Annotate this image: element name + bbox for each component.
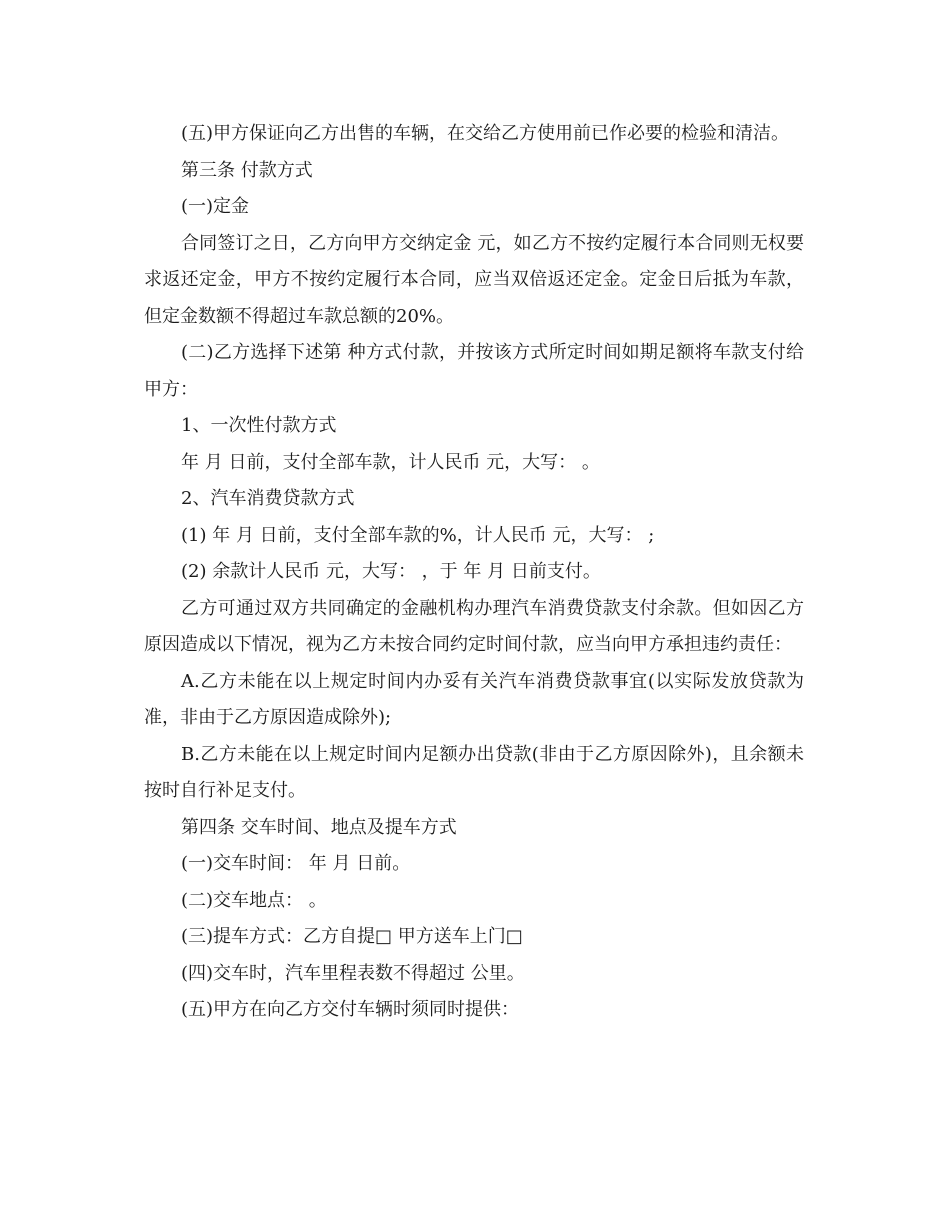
lump-sum-text: 年 月 日前，支付全部车款，计人民币 元，大写： 。 bbox=[181, 451, 600, 473]
clause-5-inspection: (五)甲方保证向乙方出售的车辆，在交给乙方使用前已作必要的检验和清洁。 bbox=[181, 123, 790, 144]
default-case-a: A.乙方未能在以上规定时间内办妥有关汽车消费贷款事宜(以实际发放贷款为准，非由于乙方原因造成除外); bbox=[144, 670, 804, 728]
default-case-b: B.乙方未能在以上规定时间内足额办出贷款(非由于乙方原因除外)，且余额未按时自行补足支付。 bbox=[144, 743, 804, 801]
deposit-heading: (一)定金 bbox=[181, 196, 250, 217]
odometer-limit: (四)交车时，汽车里程表数不得超过 公里。 bbox=[181, 962, 525, 984]
pickup-method: (三)提车方式：乙方自提□ 甲方送车上门□ bbox=[181, 926, 523, 947]
payment-choice-text: (二)乙方选择下述第 种方式付款，并按该方式所定时间如期足额将车款支付给甲方： bbox=[144, 342, 804, 400]
document-page bbox=[144, 116, 804, 1029]
loan-item-2: (2) 余款计人民币 元，大写： ，于 年 月 日前支付。 bbox=[181, 561, 601, 582]
article-4-heading: 第四条 交车时间、地点及提车方式 bbox=[181, 816, 457, 838]
loan-item-1: (1) 年 月 日前，支付全部车款的%，计人民币 元，大写： ; bbox=[181, 524, 655, 546]
deposit-text: 合同签订之日，乙方向甲方交纳定金 元，如乙方不按约定履行本合同则无权要求返还定金，甲方不按约定履行本合同，应当双倍返还定金。定金日后抵为车款，但定金数额不得超过车款总额的20%。 bbox=[144, 232, 804, 327]
delivery-documents: (五)甲方在向乙方交付车辆时须同时提供： bbox=[181, 999, 520, 1020]
delivery-place: (二)交车地点： 。 bbox=[181, 889, 327, 911]
article-3-heading: 第三条 付款方式 bbox=[181, 159, 313, 181]
loan-heading: 2、汽车消费贷款方式 bbox=[181, 488, 355, 509]
loan-default-text: 乙方可通过双方共同确定的金融机构办理汽车消费贷款支付余款。但如因乙方原因造成以下情况，视为乙方未按合同约定时间付款，应当向甲方承担违约责任： bbox=[144, 597, 804, 655]
lump-sum-heading: 1、一次性付款方式 bbox=[181, 415, 337, 436]
delivery-time: (一)交车时间： 年 月 日前。 bbox=[181, 853, 411, 874]
